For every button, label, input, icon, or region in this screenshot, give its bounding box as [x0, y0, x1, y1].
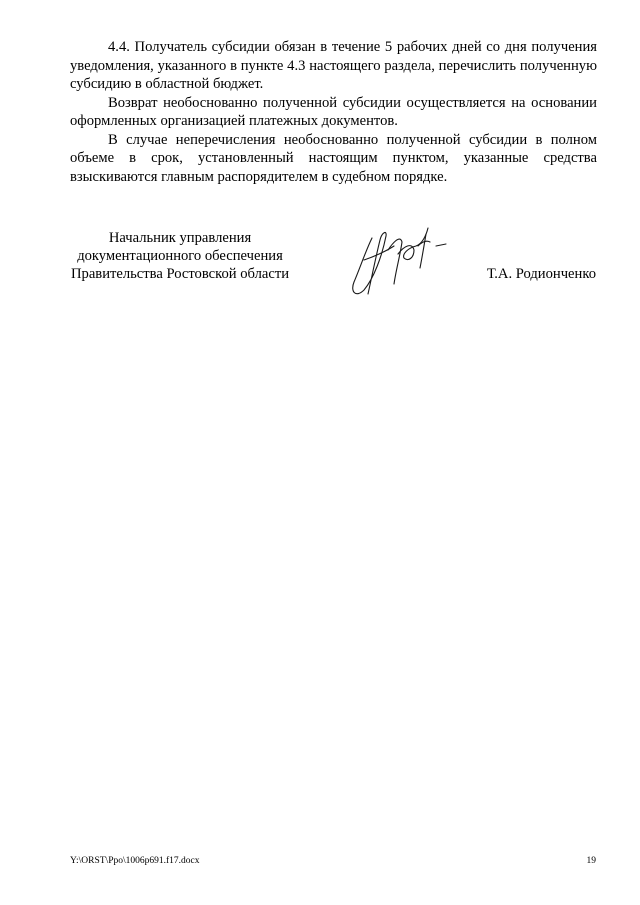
paragraph-4-4: 4.4. Получатель субсидии обязан в течение 5 рабочих дней со дня получения уведомления, указанного в пункте 4.3 настоящего раздела, перечислить полученную субсидию в областной бюджет. — [70, 39, 597, 92]
footer-file-path: Y:\ORST\Ppo\1006p691.f17.docx — [70, 856, 200, 866]
page-number: 19 — [586, 856, 596, 866]
paragraph-refund-basis: Возврат необоснованно полученной субсидии осуществляется на основании оформленных организацией платежных документов. — [70, 94, 597, 129]
handwritten-signature — [342, 220, 452, 300]
paragraph-enforcement: В случае неперечисления необоснованно полученной субсидии в полном объеме в срок, установленный настоящим пунктом, указанные средства взыскиваются главным распорядителем в судебном порядке. — [70, 131, 597, 185]
position-line: Начальник управления — [108, 230, 252, 246]
signer-name: Т.А. Родионченко — [486, 266, 596, 282]
position-line: документационного обеспечения — [77, 248, 283, 264]
document-body — [70, 38, 597, 186]
position-line: Правительства Ростовской области — [70, 266, 290, 282]
signatory-position — [64, 229, 296, 283]
